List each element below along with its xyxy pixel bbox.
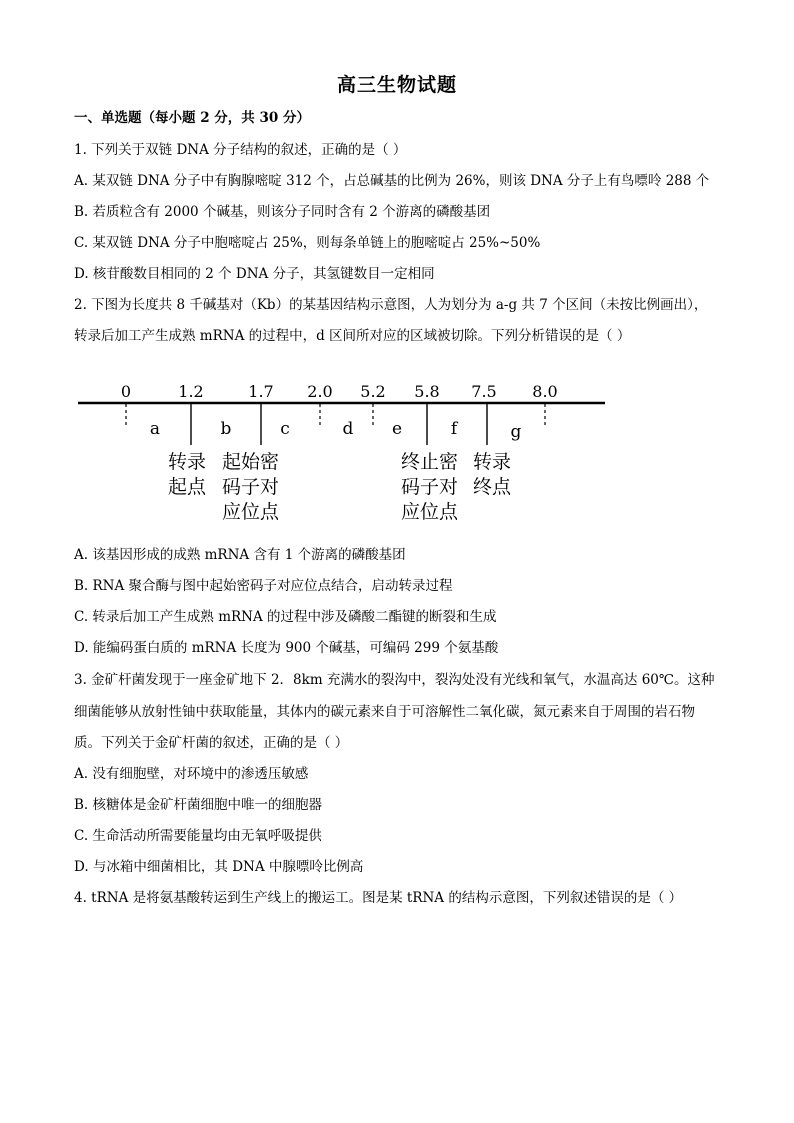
transcription-end-label: 转录 bbox=[473, 451, 512, 473]
question-2-option-b: B. RNA 聚合酶与图中起始密码子对应位点结合，启动转录过程 bbox=[74, 578, 453, 594]
tick-label: 1.2 bbox=[178, 382, 204, 401]
transcription-end-label: 终点 bbox=[473, 476, 512, 498]
start-codon-label: 起始密 bbox=[222, 451, 280, 473]
question-3-stem-line-1: 3. 金矿杆菌发现于一座金矿地下 2．8km 充满水的裂沟中，裂沟处没有光线和氧气，水温高达 60℃。这种 bbox=[74, 672, 715, 688]
page-title: 高三生物试题 bbox=[336, 74, 457, 96]
question-1-option-a: A. 某双链 DNA 分子中有胸腺嘧啶 312 个，占总碱基的比例为 26%，则该 DNA 分子上有鸟嘌呤 288 个 bbox=[74, 173, 710, 189]
stop-codon-label: 码子对 bbox=[401, 476, 459, 498]
question-2-option-c: C. 转录后加工产生成熟 mRNA 的过程中涉及磷酸二酯键的断裂和生成 bbox=[74, 609, 497, 625]
gene-structure-diagram bbox=[70, 375, 630, 535]
stop-codon-label: 终止密 bbox=[401, 451, 459, 473]
segment-label: g bbox=[510, 422, 522, 442]
start-codon-label: 码子对 bbox=[222, 476, 280, 498]
section-heading: 一、单选题（每小题 2 分，共 30 分） bbox=[74, 110, 310, 126]
question-2-stem-line-2: 转录后加工产生成熟 mRNA 的过程中，d 区间所对应的区域被切除。下列分析错误的是（ ） bbox=[74, 328, 631, 344]
question-1-option-c: C. 某双链 DNA 分子中胞嘧啶占 25%，则每条单链上的胞嘧啶占 25%~50% bbox=[74, 235, 541, 251]
tick-label: 5.2 bbox=[360, 382, 386, 401]
tick-label: 2.0 bbox=[307, 382, 333, 401]
question-3-option-d: D. 与冰箱中细菌相比，其 DNA 中腺嘌呤比例高 bbox=[74, 859, 364, 875]
stop-codon-label: 应位点 bbox=[401, 501, 459, 523]
question-3-stem-line-3: 质。下列关于金矿杆菌的叙述，正确的是（ ） bbox=[74, 735, 349, 751]
question-2-option-d: D. 能编码蛋白质的 mRNA 长度为 900 个碱基，可编码 299 个氨基酸 bbox=[74, 640, 499, 656]
segment-label: d bbox=[342, 419, 354, 439]
segment-label: c bbox=[280, 419, 290, 439]
question-3-stem-line-2: 细菌能够从放射性铀中获取能量，其体内的碳元素来自于可溶解性二氧化碳，氮元素来自于周围的岩石物 bbox=[74, 704, 695, 720]
question-1-stem: 1. 下列关于双链 DNA 分子结构的叙述，正确的是（ ） bbox=[74, 142, 407, 158]
start-codon-label: 应位点 bbox=[222, 501, 280, 523]
transcription-start-label: 转录 bbox=[168, 451, 207, 473]
segment-label: e bbox=[391, 419, 403, 439]
tick-label: 0 bbox=[120, 382, 132, 401]
segment-label: a bbox=[149, 419, 161, 439]
segment-label: b bbox=[220, 419, 232, 439]
question-1-option-d: D. 核苷酸数目相同的 2 个 DNA 分子，其氢键数目一定相同 bbox=[74, 266, 435, 282]
tick-label: 8.0 bbox=[532, 382, 558, 401]
question-2-option-a: A. 该基因形成的成熟 mRNA 含有 1 个游离的磷酸基团 bbox=[74, 547, 406, 563]
tick-label: 5.8 bbox=[414, 382, 440, 401]
question-1-option-b: B. 若质粒含有 2000 个碱基，则该分子同时含有 2 个游离的磷酸基团 bbox=[74, 204, 491, 220]
question-3-option-b: B. 核糖体是金矿杆菌细胞中唯一的细胞器 bbox=[74, 797, 323, 813]
tick-label: 1.7 bbox=[248, 382, 274, 401]
transcription-start-label: 起点 bbox=[168, 476, 207, 498]
segment-label: f bbox=[450, 419, 458, 439]
question-4-stem: 4. tRNA 是将氨基酸转运到生产线上的搬运工。图是某 tRNA 的结构示意图，下列叙述错误的是（ ） bbox=[74, 890, 683, 906]
question-3-option-a: A. 没有细胞壁，对环境中的渗透压敏感 bbox=[74, 766, 309, 782]
question-2-stem-line-1: 2. 下图为长度共 8 千碱基对（Kb）的某基因结构示意图，人为划分为 a-g 共 7 个区间（未按比例画出）， bbox=[74, 297, 708, 313]
tick-label: 7.5 bbox=[471, 382, 497, 401]
question-3-option-c: C. 生命活动所需要能量均由无氧呼吸提供 bbox=[74, 828, 322, 844]
